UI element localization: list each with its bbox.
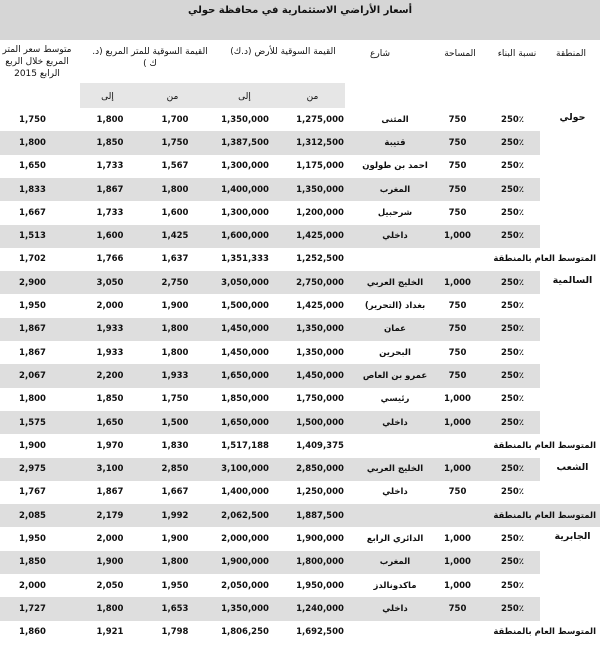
cell-sqm-from: 1,950 <box>161 580 189 591</box>
cell-ratio: 250٪ <box>501 161 524 172</box>
cell-land-from: 1,950,000 <box>296 580 344 591</box>
cell-sqm-from: 2,750 <box>161 277 189 288</box>
summary-land-to: 2,062,500 <box>221 510 269 521</box>
cell-land-to: 1,350,000 <box>221 114 269 125</box>
cell-ratio: 250٪ <box>501 394 524 405</box>
cell-ratio: 250٪ <box>501 114 524 125</box>
table-row <box>0 597 600 620</box>
cell-sqm-to: 1,733 <box>96 161 124 172</box>
cell-sqm-to: 1,650 <box>96 417 124 428</box>
table-row <box>0 574 600 597</box>
table-row <box>0 527 600 550</box>
cell-land-to: 3,050,000 <box>221 277 269 288</box>
header-avg: متوسط سعر المتر المربع خلال الربع الرابع 2015 <box>2 45 72 79</box>
cell-street: داخلي <box>382 487 408 498</box>
cell-land-to: 1,500,000 <box>221 301 269 312</box>
summary-sqm-to: 1,766 <box>96 254 124 265</box>
cell-land-to: 1,650,000 <box>221 417 269 428</box>
cell-sqm-from: 1,500 <box>161 417 189 428</box>
table-row <box>0 458 600 481</box>
cell-land-to: 1,400,000 <box>221 184 269 195</box>
table-row <box>0 388 600 411</box>
cell-land-from: 1,175,000 <box>296 161 344 172</box>
cell-land-to: 1,450,000 <box>221 324 269 335</box>
cell-area: 750 <box>448 301 467 312</box>
cell-land-to: 1,900,000 <box>221 557 269 568</box>
cell-sqm-to: 1,733 <box>96 207 124 218</box>
region-label: الجابرية <box>554 531 591 543</box>
cell-ratio: 250٪ <box>501 580 524 591</box>
cell-land-from: 1,312,500 <box>296 137 344 148</box>
summary-sqm-to: 1,970 <box>96 440 124 451</box>
header-land-value: القيمة السوقية للأرض (د.ك) <box>230 47 336 57</box>
cell-avg: 2,900 <box>19 277 46 288</box>
cell-area: 750 <box>448 207 467 218</box>
summary-land-to: 1,517,188 <box>221 440 269 451</box>
cell-ratio: 250٪ <box>501 277 524 288</box>
summary-land-to: 1,351,333 <box>221 254 269 265</box>
cell-ratio: 250٪ <box>501 417 524 428</box>
cell-avg: 2,975 <box>19 464 46 475</box>
cell-ratio: 250٪ <box>501 557 524 568</box>
cell-land-to: 1,350,000 <box>221 603 269 614</box>
cell-avg: 1,867 <box>19 347 46 358</box>
cell-avg: 2,067 <box>19 370 46 381</box>
cell-street: داخلي <box>382 603 408 614</box>
cell-land-to: 1,850,000 <box>221 394 269 405</box>
cell-area: 750 <box>448 347 467 358</box>
cell-sqm-to: 1,867 <box>96 184 124 195</box>
cell-sqm-to: 2,000 <box>96 301 124 312</box>
cell-avg: 1,650 <box>19 161 46 172</box>
cell-street: قتيبة <box>384 137 406 148</box>
header-street: شارع <box>370 49 390 59</box>
table-row <box>0 364 600 387</box>
cell-area: 750 <box>448 603 467 614</box>
cell-sqm-from: 1,800 <box>161 184 189 195</box>
cell-avg: 1,667 <box>19 207 46 218</box>
cell-land-from: 1,900,000 <box>296 534 344 545</box>
cell-street: بغداد (التحرير) <box>364 301 426 312</box>
region-label: الشعب <box>556 461 589 473</box>
cell-land-from: 1,450,000 <box>296 370 344 381</box>
cell-area: 750 <box>448 324 467 335</box>
average-label: المتوسط العام بالمنطقة <box>493 254 596 265</box>
cell-avg: 1,513 <box>19 231 46 242</box>
cell-sqm-from: 1,900 <box>161 534 189 545</box>
cell-land-from: 1,425,000 <box>296 301 344 312</box>
summary-land-to: 1,806,250 <box>221 627 269 638</box>
table-row <box>0 201 600 224</box>
cell-sqm-to: 1,867 <box>96 487 124 498</box>
cell-avg: 1,575 <box>19 417 46 428</box>
cell-area: 1,000 <box>444 580 471 591</box>
cell-street: الدائري الرابع <box>366 534 424 545</box>
cell-street: البحرين <box>379 347 411 358</box>
cell-land-from: 1,200,000 <box>296 207 344 218</box>
cell-sqm-to: 1,933 <box>96 324 124 335</box>
cell-sqm-from: 1,900 <box>161 301 189 312</box>
cell-ratio: 250٪ <box>501 347 524 358</box>
table-row <box>0 271 600 294</box>
cell-area: 750 <box>448 370 467 381</box>
cell-land-from: 1,500,000 <box>296 417 344 428</box>
region-average-row <box>0 504 600 527</box>
average-label: المتوسط العام بالمنطقة <box>493 440 596 451</box>
cell-sqm-to: 1,800 <box>96 603 124 614</box>
table-row <box>0 341 600 364</box>
cell-land-to: 2,050,000 <box>221 580 269 591</box>
cell-area: 1,000 <box>444 534 471 545</box>
region-average-row <box>0 248 600 271</box>
summary-sqm-from: 1,992 <box>161 510 189 521</box>
cell-land-to: 1,450,000 <box>221 347 269 358</box>
cell-sqm-to: 2,200 <box>96 370 124 381</box>
cell-avg: 2,000 <box>19 580 46 591</box>
cell-ratio: 250٪ <box>501 207 524 218</box>
cell-area: 750 <box>448 184 467 195</box>
cell-street: عمان <box>384 324 406 335</box>
cell-sqm-to: 1,800 <box>96 114 124 125</box>
cell-ratio: 250٪ <box>501 534 524 545</box>
cell-area: 1,000 <box>444 394 471 405</box>
cell-land-from: 1,350,000 <box>296 324 344 335</box>
cell-street: عمرو بن العاص <box>362 370 428 381</box>
cell-sqm-from: 1,653 <box>161 603 189 614</box>
table-row <box>0 294 600 317</box>
cell-sqm-to: 1,900 <box>96 557 124 568</box>
table-row <box>0 155 600 178</box>
summary-sqm-from: 1,798 <box>161 627 189 638</box>
cell-street: المغرب <box>379 557 411 568</box>
table-title: أسعار الأراضي الاستثمارية في محافظة حولي <box>0 0 600 40</box>
average-label: المتوسط العام بالمنطقة <box>493 510 596 521</box>
table-row <box>0 551 600 574</box>
cell-land-from: 2,850,000 <box>296 464 344 475</box>
cell-sqm-to: 2,050 <box>96 580 124 591</box>
cell-sqm-to: 1,850 <box>96 394 124 405</box>
table-row <box>0 131 600 154</box>
cell-area: 750 <box>448 114 467 125</box>
cell-street: احمد بن طولون <box>362 161 428 172</box>
cell-sqm-to: 1,600 <box>96 231 124 242</box>
cell-land-from: 1,750,000 <box>296 394 344 405</box>
cell-area: 750 <box>448 137 467 148</box>
cell-land-from: 1,275,000 <box>296 114 344 125</box>
cell-land-from: 1,800,000 <box>296 557 344 568</box>
header-region: المنطقة <box>556 49 586 59</box>
cell-land-from: 1,350,000 <box>296 347 344 358</box>
summary-land-from: 1,252,500 <box>296 254 344 265</box>
cell-sqm-from: 1,750 <box>161 394 189 405</box>
cell-avg: 1,950 <box>19 301 46 312</box>
cell-sqm-from: 1,600 <box>161 207 189 218</box>
region-label: السالمية <box>552 275 593 287</box>
table-row <box>0 318 600 341</box>
cell-avg: 1,950 <box>19 534 46 545</box>
cell-avg: 1,727 <box>19 603 46 614</box>
cell-avg: 1,800 <box>19 394 46 405</box>
cell-ratio: 250٪ <box>501 137 524 148</box>
cell-area: 750 <box>448 161 467 172</box>
cell-ratio: 250٪ <box>501 324 524 335</box>
cell-sqm-from: 1,425 <box>161 231 189 242</box>
cell-area: 750 <box>448 487 467 498</box>
summary-sqm-from: 1,637 <box>161 254 189 265</box>
cell-ratio: 250٪ <box>501 370 524 381</box>
cell-street: داخلي <box>382 231 408 242</box>
cell-land-to: 3,100,000 <box>221 464 269 475</box>
cell-sqm-to: 3,100 <box>96 464 124 475</box>
header-area: المساحة <box>444 49 476 59</box>
cell-area: 1,000 <box>444 277 471 288</box>
cell-sqm-from: 1,567 <box>161 161 189 172</box>
cell-street: المغرب <box>379 184 411 195</box>
summary-avg: 1,900 <box>19 440 46 451</box>
cell-sqm-to: 2,000 <box>96 534 124 545</box>
summary-land-from: 1,887,500 <box>296 510 344 521</box>
cell-ratio: 250٪ <box>501 301 524 312</box>
table-row <box>0 481 600 504</box>
cell-avg: 1,750 <box>19 114 46 125</box>
table-row <box>0 108 600 131</box>
region-average-row <box>0 434 600 457</box>
header-land-from: من <box>306 92 319 102</box>
cell-sqm-to: 3,050 <box>96 277 124 288</box>
cell-street: الخليج العربي <box>366 277 424 288</box>
cell-area: 1,000 <box>444 417 471 428</box>
summary-land-from: 1,409,375 <box>296 440 344 451</box>
cell-ratio: 250٪ <box>501 603 524 614</box>
summary-avg: 1,860 <box>19 627 46 638</box>
header-build-ratio: نسبة البناء <box>497 49 537 59</box>
header-sqm-from: من <box>166 92 179 102</box>
cell-land-to: 2,000,000 <box>221 534 269 545</box>
cell-ratio: 250٪ <box>501 464 524 475</box>
cell-sqm-from: 2,850 <box>161 464 189 475</box>
cell-land-to: 1,650,000 <box>221 370 269 381</box>
cell-street: شرحبيل <box>377 207 413 218</box>
cell-sqm-from: 1,800 <box>161 324 189 335</box>
header-sqm-value: القيمة السوقية للمتر المربع (د. ك ) <box>92 47 208 69</box>
cell-land-from: 2,750,000 <box>296 277 344 288</box>
summary-avg: 1,702 <box>19 254 46 265</box>
table-row <box>0 411 600 434</box>
cell-area: 1,000 <box>444 231 471 242</box>
cell-avg: 1,800 <box>19 137 46 148</box>
cell-street: ماكدونالدز <box>373 580 417 591</box>
table-row <box>0 178 600 201</box>
cell-land-from: 1,350,000 <box>296 184 344 195</box>
cell-sqm-to: 1,933 <box>96 347 124 358</box>
cell-area: 1,000 <box>444 464 471 475</box>
cell-land-to: 1,387,500 <box>221 137 269 148</box>
cell-land-to: 1,300,000 <box>221 207 269 218</box>
cell-street: داخلي <box>382 417 408 428</box>
cell-land-to: 1,600,000 <box>221 231 269 242</box>
cell-sqm-from: 1,800 <box>161 347 189 358</box>
region-label: حولي <box>559 112 586 123</box>
summary-sqm-from: 1,830 <box>161 440 189 451</box>
table-row <box>0 225 600 248</box>
cell-avg: 1,867 <box>19 324 46 335</box>
summary-land-from: 1,692,500 <box>296 627 344 638</box>
cell-street: المثنى <box>381 114 409 125</box>
summary-sqm-to: 2,179 <box>96 510 124 521</box>
cell-sqm-from: 1,700 <box>161 114 189 125</box>
cell-land-from: 1,240,000 <box>296 603 344 614</box>
region-average-row <box>0 621 600 644</box>
cell-sqm-from: 1,933 <box>161 370 189 381</box>
cell-land-from: 1,425,000 <box>296 231 344 242</box>
header-sqm-to: إلى <box>101 92 114 102</box>
cell-avg: 1,767 <box>19 487 46 498</box>
cell-land-to: 1,400,000 <box>221 487 269 498</box>
cell-ratio: 250٪ <box>501 487 524 498</box>
cell-ratio: 250٪ <box>501 231 524 242</box>
summary-avg: 2,085 <box>19 510 46 521</box>
cell-sqm-from: 1,800 <box>161 557 189 568</box>
cell-land-from: 1,250,000 <box>296 487 344 498</box>
header-land-to: إلى <box>238 92 251 102</box>
cell-land-to: 1,300,000 <box>221 161 269 172</box>
cell-street: الخليج العربي <box>366 464 424 475</box>
cell-sqm-from: 1,750 <box>161 137 189 148</box>
average-label: المتوسط العام بالمنطقة <box>493 627 596 638</box>
cell-area: 1,000 <box>444 557 471 568</box>
cell-avg: 1,833 <box>19 184 46 195</box>
cell-avg: 1,850 <box>19 557 46 568</box>
summary-sqm-to: 1,921 <box>96 627 124 638</box>
cell-street: رئيسي <box>380 394 410 405</box>
cell-sqm-to: 1,850 <box>96 137 124 148</box>
cell-ratio: 250٪ <box>501 184 524 195</box>
cell-sqm-from: 1,667 <box>161 487 189 498</box>
